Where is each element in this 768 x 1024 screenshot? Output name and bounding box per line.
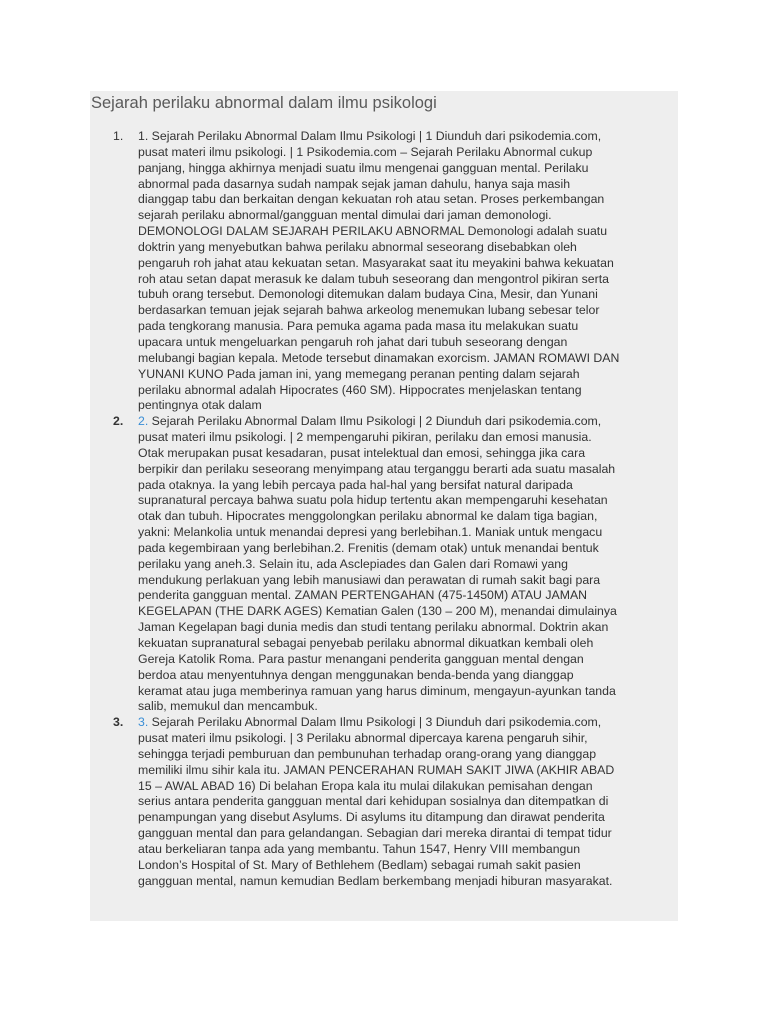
text-line: pentingnya otak dalam xyxy=(138,398,262,413)
text-line: pada otaknya. Ia yang lebih percaya pada hal-hal yang bersifat natural daripada xyxy=(138,477,573,492)
text-line: berpikir dan perilaku seseorang menyimpang atau terganggu berarti ada suatu masalah xyxy=(138,461,616,476)
text-line: London’s Hospital of St. Mary of Bethlehem (Bedlam) sebagai rumah sakit pasien xyxy=(138,857,581,872)
text-line: tubuh orang tersebut. Demonologi ditemukan dalam budaya Cina, Mesir, dan Yunani xyxy=(138,287,598,302)
text-line: abnormal pada dasarnya sudah nampak sejak jaman dahulu, hanya saja masih xyxy=(138,176,571,191)
text-line: DEMONOLOGI DALAM SEJARAH PERILAKU ABNORMAL Demonologi adalah suatu xyxy=(138,224,608,239)
list-number: 3. xyxy=(113,715,124,730)
text-line: serius antara penderita gangguan mental dari kehidupan sosialnya dan ditempatkan di xyxy=(138,794,609,809)
text-line: mendukung perlakuan yang lebih manusiawi dan perawatan di rumah sakit bagi para xyxy=(138,572,601,587)
text-line: berdoa atau menyentuhnya dengan menggunakan benda-benda yang dianggap xyxy=(138,667,574,682)
text-line xyxy=(138,715,678,731)
page-link[interactable]: 3. xyxy=(138,715,149,730)
text-line: Gereja Katolik Roma. Para pastur menangani penderita gangguan mental dengan xyxy=(138,651,584,666)
text-line: Jaman Kegelapan bagi dunia medis dan studi tentang perilaku abnormal. Doktrin akan xyxy=(138,620,609,635)
text-line: doktrin yang menyebutkan bahwa perilaku abnormal seseorang disebabkan oleh xyxy=(138,239,577,254)
text-line: perilaku yang aneh.3. Selain itu, ada Asclepiades dan Galen dari Romawi yang xyxy=(138,556,568,571)
text-line xyxy=(138,414,678,430)
text-line: dianggap tabu dan berkaitan dengan kekuatan roh atau setan. Proses perkembangan xyxy=(138,192,605,207)
text-line: melubangi bagian kepala. Metode tersebut dinamakan exorcism. JAMAN ROMAWI DAN xyxy=(138,350,620,365)
text-line: KEGELAPAN (THE DARK AGES) Kematian Galen (130 – 200 M), menandai dimulainya xyxy=(138,604,617,619)
text-line: 15 – AWAL ABAD 16) Di belahan Eropa kala itu mulai dilakukan pemisahan dengan xyxy=(138,778,593,793)
text-line: sejarah perilaku abnormal/gangguan mental dimulai dari jaman demonologi. xyxy=(138,208,552,223)
text-line: gangguan mental dan para gelandangan. Sebagian dari mereka dirantai di tempat tidur xyxy=(138,826,612,841)
text-line-rest: Sejarah Perilaku Abnormal Dalam Ilmu Psikologi | 3 Diunduh dari psikodemia.com, xyxy=(148,715,602,730)
text-line: otak dan tubuh. Hipocrates menggolongkan perilaku abnormal ke dalam tiga bagian, xyxy=(138,509,598,524)
text-line: pada kegembiraan yang berlebihan.2. Frenitis (demam otak) untuk menandai bentuk xyxy=(138,540,599,555)
text-line: salib, memukul dan mencambuk. xyxy=(138,699,318,714)
list-item-3 xyxy=(90,715,678,889)
text-line: supranatural percaya bahwa suatu pola hidup tertentu akan mempengaruhi kesehatan xyxy=(138,493,608,508)
page-link[interactable]: 2. xyxy=(138,414,149,429)
text-line: roh atau setan dapat merasuk ke dalam tubuh seseorang dan mengontrol pikiran serta xyxy=(138,271,609,286)
text-line: atau berkeliaran tanpa ada yang membantu. Tahun 1547, Henry VIII membangun xyxy=(138,841,581,856)
text-line: memiliki ilmu sihir kala itu. JAMAN PENCERAHAN RUMAH SAKIT JIWA (AKHIR ABAD xyxy=(138,762,615,777)
text-line: penderita gangguan mental. ZAMAN PERTENGAHAN (475-1450M) ATAU JAMAN xyxy=(138,588,588,603)
text-line: perilaku abnormal adalah Hipocrates (460 SM). Hippocrates menjelaskan tentang xyxy=(138,382,582,397)
numbered-list xyxy=(90,129,678,890)
text-line: Otak merupakan pusat kesadaran, pusat intelektual dan emosi, sehingga jika cara xyxy=(138,445,586,460)
list-item-2 xyxy=(90,414,678,715)
text-line: pusat materi ilmu psikologi. | 2 mempengaruhi pikiran, perilaku dan emosi manusia. xyxy=(138,430,592,445)
text-line: sehingga terjadi pemburuan dan pembunuhan terhadap orang-orang yang dianggap xyxy=(138,746,597,761)
text-line: pusat materi ilmu psikologi. | 1 Psikodemia.com – Sejarah Perilaku Abnormal cukup xyxy=(138,144,593,159)
text-line: YUNANI KUNO Pada jaman ini, yang memegang peranan penting dalam sejarah xyxy=(138,366,580,381)
text-line: berdasarkan temuan jejak sejarah bahwa arkeolog menemukan lubang sebesar telor xyxy=(138,303,600,318)
text-line: panjang, hingga akhirnya menjadi suatu ilmu mengenai gangguan mental. Perilaku xyxy=(138,160,589,175)
text-line: gangguan mental, namun kemudian Bedlam berkembang menjadi hiburan masyarakat. xyxy=(138,873,613,888)
text-line: 1. Sejarah Perilaku Abnormal Dalam Ilmu Psikologi | 1 Diunduh dari psikodemia.com, xyxy=(138,129,602,143)
text-line: kekuatan supranatural sebagai penyebab perilaku abnormal dikuatkan kembali oleh xyxy=(138,636,594,650)
text-line: pada tengkorang manusia. Para pemuka agama pada masa itu melakukan suatu xyxy=(138,319,579,334)
text-line: keramat atau juga memberinya ramuan yang harus diminum, mengayun-ayunkan tanda xyxy=(138,683,616,698)
text-line: pusat materi ilmu psikologi. | 3 Perilaku abnormal dipercaya karena pengaruh sihir, xyxy=(138,731,588,746)
text-line-rest: Sejarah Perilaku Abnormal Dalam Ilmu Psikologi | 2 Diunduh dari psikodemia.com, xyxy=(148,414,602,429)
list-item-1 xyxy=(90,129,678,414)
text-line: pengaruh roh jahat atau kekuatan setan. Masyarakat saat itu meyakini bahwa kekuatan xyxy=(138,255,614,270)
list-number: 1. xyxy=(113,129,124,143)
text-line: yakni: Melankolia untuk menandai depresi yang berlebihan.1. Maniak untuk mengacu xyxy=(138,525,603,540)
text-line: penampungan yang disebut Asylums. Di asylums itu ditampung dan dirawat penderita xyxy=(138,810,605,825)
list-number: 2. xyxy=(113,414,124,429)
document-title: Sejarah perilaku abnormal dalam ilmu psikologi xyxy=(91,94,437,112)
text-line: upacara untuk mengeluarkan pengaruh roh jahat dari tubuh seseorang dengan xyxy=(138,334,568,349)
document-panel xyxy=(90,91,678,921)
